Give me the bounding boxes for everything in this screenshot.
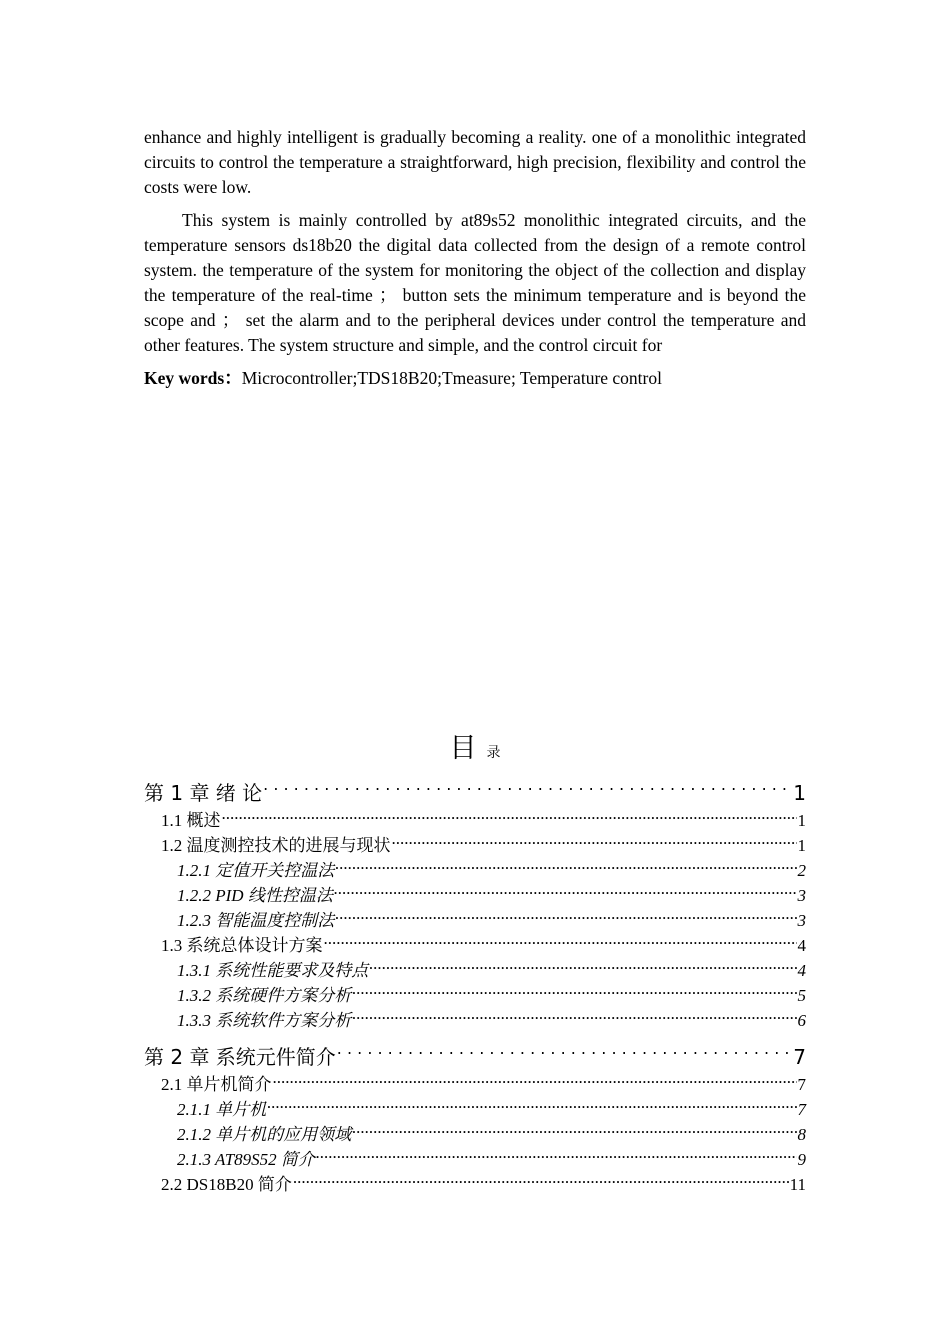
- toc-entry-label: 2.1.1 单片机: [177, 1100, 267, 1119]
- toc-entry-page: 8: [797, 1125, 806, 1144]
- toc-entry-page: 1: [793, 781, 806, 805]
- toc-entry-label: 1.2.1 定值开关控温法: [177, 861, 335, 880]
- toc-leader-dots: [222, 808, 797, 826]
- toc-leader-dots: [316, 1147, 797, 1165]
- toc-entry-page: 11: [789, 1175, 806, 1194]
- toc-title-main: 目: [449, 733, 477, 764]
- toc-entry-label: 第 1 章 绪 论: [144, 781, 263, 805]
- toc-entry-page: 3: [797, 886, 806, 905]
- toc-entry-page: 6: [797, 1011, 806, 1030]
- abstract-paragraph-1: enhance and highly intelligent is gradually becoming a reality. one of a monolithic integrated circuits to control the temperature a straightforward, high precision, flexibility and control the costs were low.: [144, 127, 806, 197]
- toc-entry-label: 2.1.3 AT89S52 简介: [177, 1150, 315, 1169]
- toc-entry-label: 第 2 章 系统元件简介: [144, 1045, 336, 1069]
- toc-leader-dots: [352, 983, 796, 1001]
- toc-entry-2-2[interactable]: [144, 1172, 806, 1197]
- toc-entry-label: 2.1.2 单片机的应用领域: [177, 1125, 352, 1144]
- toc-entry-1-1[interactable]: [144, 808, 806, 833]
- toc-leader-dots: [273, 1072, 797, 1090]
- toc-entry-page: 7: [797, 1100, 806, 1119]
- toc-leader-dots: [352, 1008, 796, 1026]
- toc-entry-page: 9: [797, 1150, 806, 1169]
- toc-entry-2-1-1[interactable]: [144, 1097, 806, 1122]
- toc-entry-page: 4: [797, 936, 806, 955]
- toc-entry-chapter-1[interactable]: [144, 778, 806, 808]
- toc-entry-label: 2.1 单片机简介: [161, 1075, 272, 1094]
- toc-entry-label: 1.2.2 PID 线性控温法: [177, 886, 333, 905]
- toc-entry-chapter-2[interactable]: [144, 1042, 806, 1072]
- keywords-label: Key words：: [144, 368, 242, 388]
- keywords-line: [144, 366, 806, 391]
- toc-entry-2-1-2[interactable]: [144, 1122, 806, 1147]
- toc-title-sub: 录: [486, 745, 501, 761]
- toc-entry-1-2-1[interactable]: [144, 858, 806, 883]
- toc-leader-dots: [335, 858, 796, 876]
- toc-entry-1-3-2[interactable]: [144, 983, 806, 1008]
- toc-entry-label: 1.1 概述: [161, 811, 221, 830]
- toc-leader-dots: [335, 908, 796, 926]
- toc-entry-page: 2: [797, 861, 806, 880]
- toc-entry-page: 7: [793, 1045, 806, 1069]
- toc-entry-1-2-2[interactable]: [144, 883, 806, 908]
- table-of-contents: [144, 776, 806, 1197]
- toc-entry-2-1[interactable]: [144, 1072, 806, 1097]
- toc-entry-label: 2.2 DS18B20 简介: [161, 1175, 292, 1194]
- toc-entry-1-2[interactable]: [144, 833, 806, 858]
- toc-entry-page: 7: [797, 1075, 806, 1094]
- toc-leader-dots: [337, 1042, 792, 1064]
- abstract-paragraph-2: This system is mainly controlled by at89s52 monolithic integrated circuits, and the temperature sensors ds18b20 the digital data collected from the design of a remote control system. the temperature of the system for monitoring the object of the collection and display the temperature of the real-time ； button sets the minimum temperature and is beyond the scope and ； set the alarm and to the peripheral devices under control the temperature and other features. The system structure and simple, and the control circuit for: [144, 210, 806, 355]
- toc-spacer: [144, 1033, 806, 1040]
- toc-leader-dots: [293, 1172, 789, 1190]
- keywords-value: Microcontroller;TDS18B20;Tmeasure; Temperature control: [241, 368, 662, 388]
- toc-leader-dots: [334, 883, 797, 901]
- toc-leader-dots: [392, 833, 797, 851]
- toc-entry-1-3-3[interactable]: [144, 1008, 806, 1033]
- toc-entry-page: 4: [797, 961, 806, 980]
- toc-entry-1-2-3[interactable]: [144, 908, 806, 933]
- toc-leader-dots: [369, 958, 796, 976]
- toc-entry-label: 1.2 温度测控技术的进展与现状: [161, 836, 391, 855]
- toc-entry-page: 1: [797, 836, 806, 855]
- toc-entry-page: 3: [797, 911, 806, 930]
- toc-leader-dots: [352, 1122, 796, 1140]
- abstract-section: [144, 125, 806, 391]
- toc-entry-label: 1.3.1 系统性能要求及特点: [177, 961, 369, 980]
- toc-entry-label: 1.3.3 系统软件方案分析: [177, 1011, 352, 1030]
- toc-entry-page: 1: [797, 811, 806, 830]
- toc-leader-dots: [324, 933, 797, 951]
- toc-entry-1-3-1[interactable]: [144, 958, 806, 983]
- toc-entry-label: 1.2.3 智能温度控制法: [177, 911, 335, 930]
- toc-entry-label: 1.3 系统总体设计方案: [161, 936, 323, 955]
- toc-leader-dots: [263, 778, 792, 800]
- toc-leader-dots: [267, 1097, 796, 1115]
- toc-title: [0, 726, 950, 765]
- toc-entry-2-1-3[interactable]: [144, 1147, 806, 1172]
- toc-entry-page: 5: [797, 986, 806, 1005]
- toc-entry-1-3[interactable]: [144, 933, 806, 958]
- toc-entry-label: 1.3.2 系统硬件方案分析: [177, 986, 352, 1005]
